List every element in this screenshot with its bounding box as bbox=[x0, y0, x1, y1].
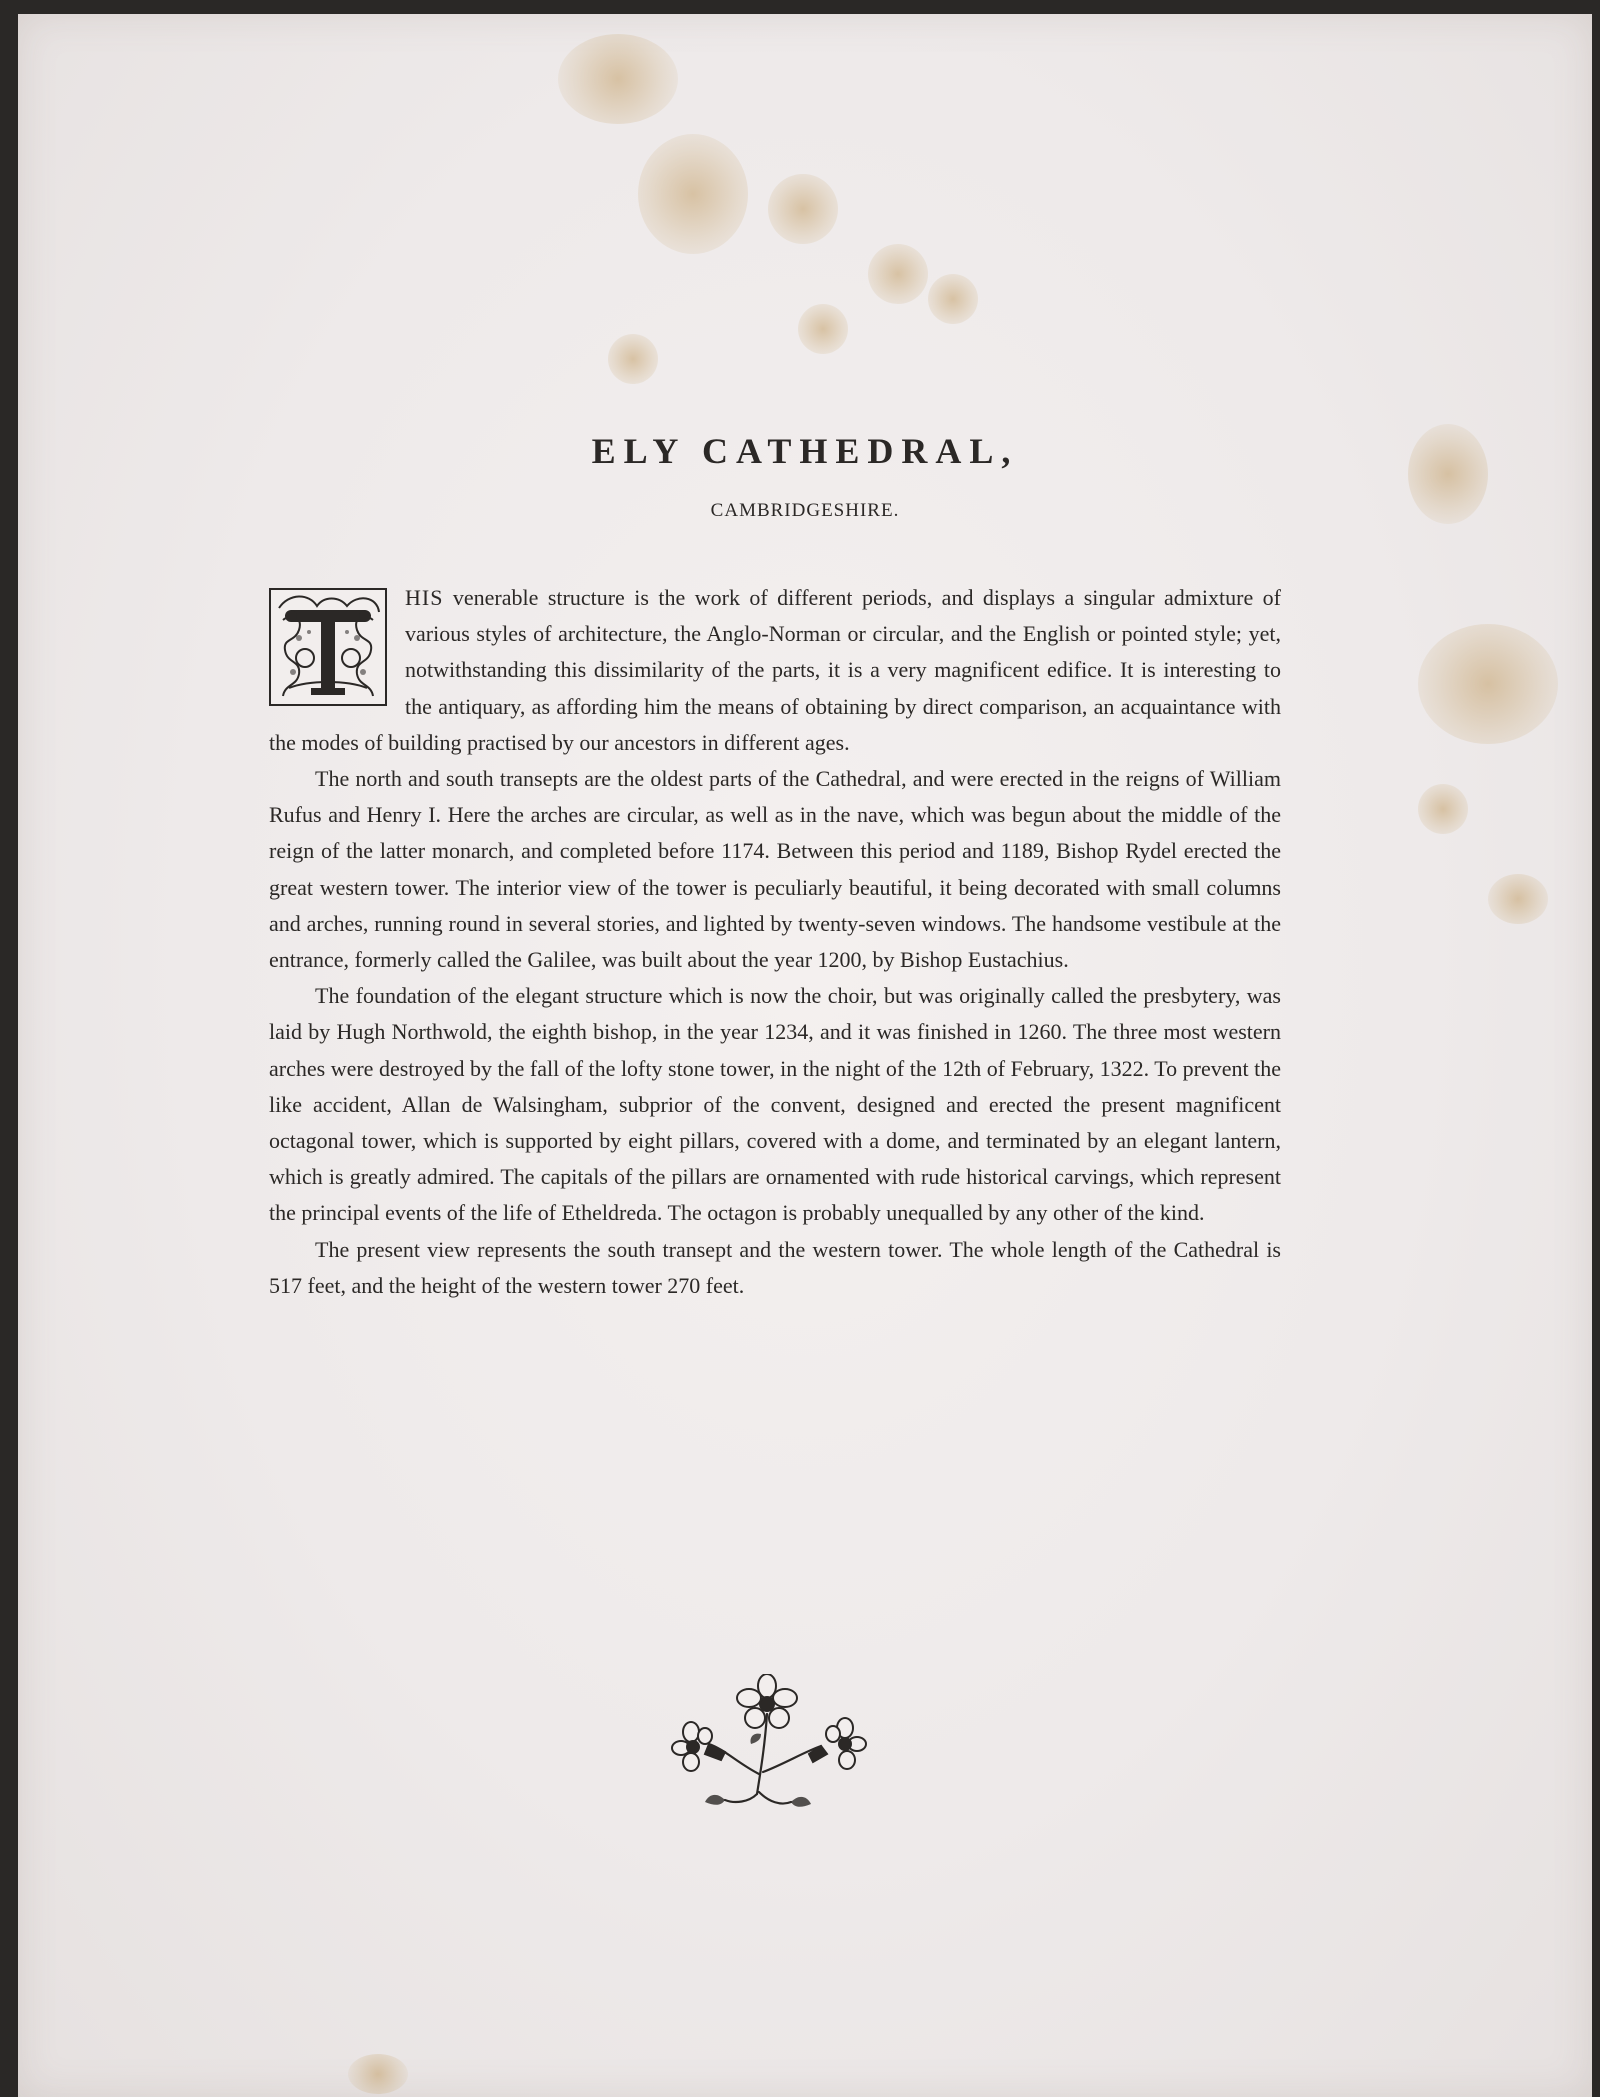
foxing-stain bbox=[1488, 874, 1548, 924]
foxing-stain bbox=[868, 244, 928, 304]
paragraph-4: The present view represents the south transept and the western tower. The whole length of the Cathedral is 517 feet, and the height of the western tower 270 feet. bbox=[269, 1236, 1281, 1298]
foxing-stain bbox=[768, 174, 838, 244]
paragraph-2: The north and south transepts are the oldest parts of the Cathedral, and were erected in the reigns of William Rufus and Henry I. Here the arches are circular, as well as in the nave, which was begun about the middle of the reign of the latter monarch, and completed before 1174. Between this period and 1189, Bishop Rydel erected the great western tower. The interior view of the tower is peculiarly beautiful, it being decorated with small columns and arches, running round in several stories, and lighted by twenty-seven windows. The handsome vestibule at the entrance, formerly called the Galilee, was built about the year 1200, by Bishop Eustachius. bbox=[269, 766, 1281, 973]
ornate-initial-letter-icon bbox=[269, 588, 387, 706]
foxing-stain bbox=[1418, 784, 1468, 834]
printed-page bbox=[18, 14, 1592, 2097]
page-subtitle: CAMBRIDGESHIRE. bbox=[710, 500, 900, 521]
paragraph-3: The foundation of the elegant structure which is now the choir, but was originally called the presbytery, was laid by Hugh Northwold, the eighth bishop, in the year 1234, and it was finished in 1260. The three most western arches were destroyed by the fall of the lofty stone tower, in the night of the 12th of February, 1322. To prevent the like accident, Allan de Walsingham, subprior of the convent, designed and erected the present magnificent octagonal tower, which is supported by eight pillars, covered with a dome, and terminated by an elegant lantern, which is greatly admired. The capitals of the pillars are ornamented with rude historical carvings, which represent the principal events of the life of Etheldreda. The octagon is probably unequalled by any other of the kind. bbox=[269, 983, 1281, 1226]
paragraph-1-text: venerable structure is the work of different periods, and displays a singular admixture of various styles of architecture, the Anglo-Norman or circular, and the English or pointed style; yet, notwithstanding this dissimilarity of the parts, it is a very magnificent edifice. It is interesting to the antiquary, as affording him the means of obtaining by direct comparison, an acquaintance with the modes of building practised by our ancestors in different ages. bbox=[269, 585, 1281, 755]
foxing-stain bbox=[608, 334, 658, 384]
foxing-stain bbox=[928, 274, 978, 324]
foxing-stain bbox=[1418, 624, 1558, 744]
foxing-stain bbox=[638, 134, 748, 254]
foxing-stain bbox=[348, 2054, 408, 2094]
foxing-stain bbox=[558, 34, 678, 124]
foxing-stain bbox=[798, 304, 848, 354]
article-body bbox=[269, 580, 1281, 1304]
flower-spray-ornament-icon bbox=[669, 1674, 869, 1824]
paragraph-1 bbox=[269, 580, 1281, 761]
page-title: ELY CATHEDRAL, bbox=[591, 431, 1019, 472]
first-word-remainder: HIS bbox=[405, 585, 444, 610]
